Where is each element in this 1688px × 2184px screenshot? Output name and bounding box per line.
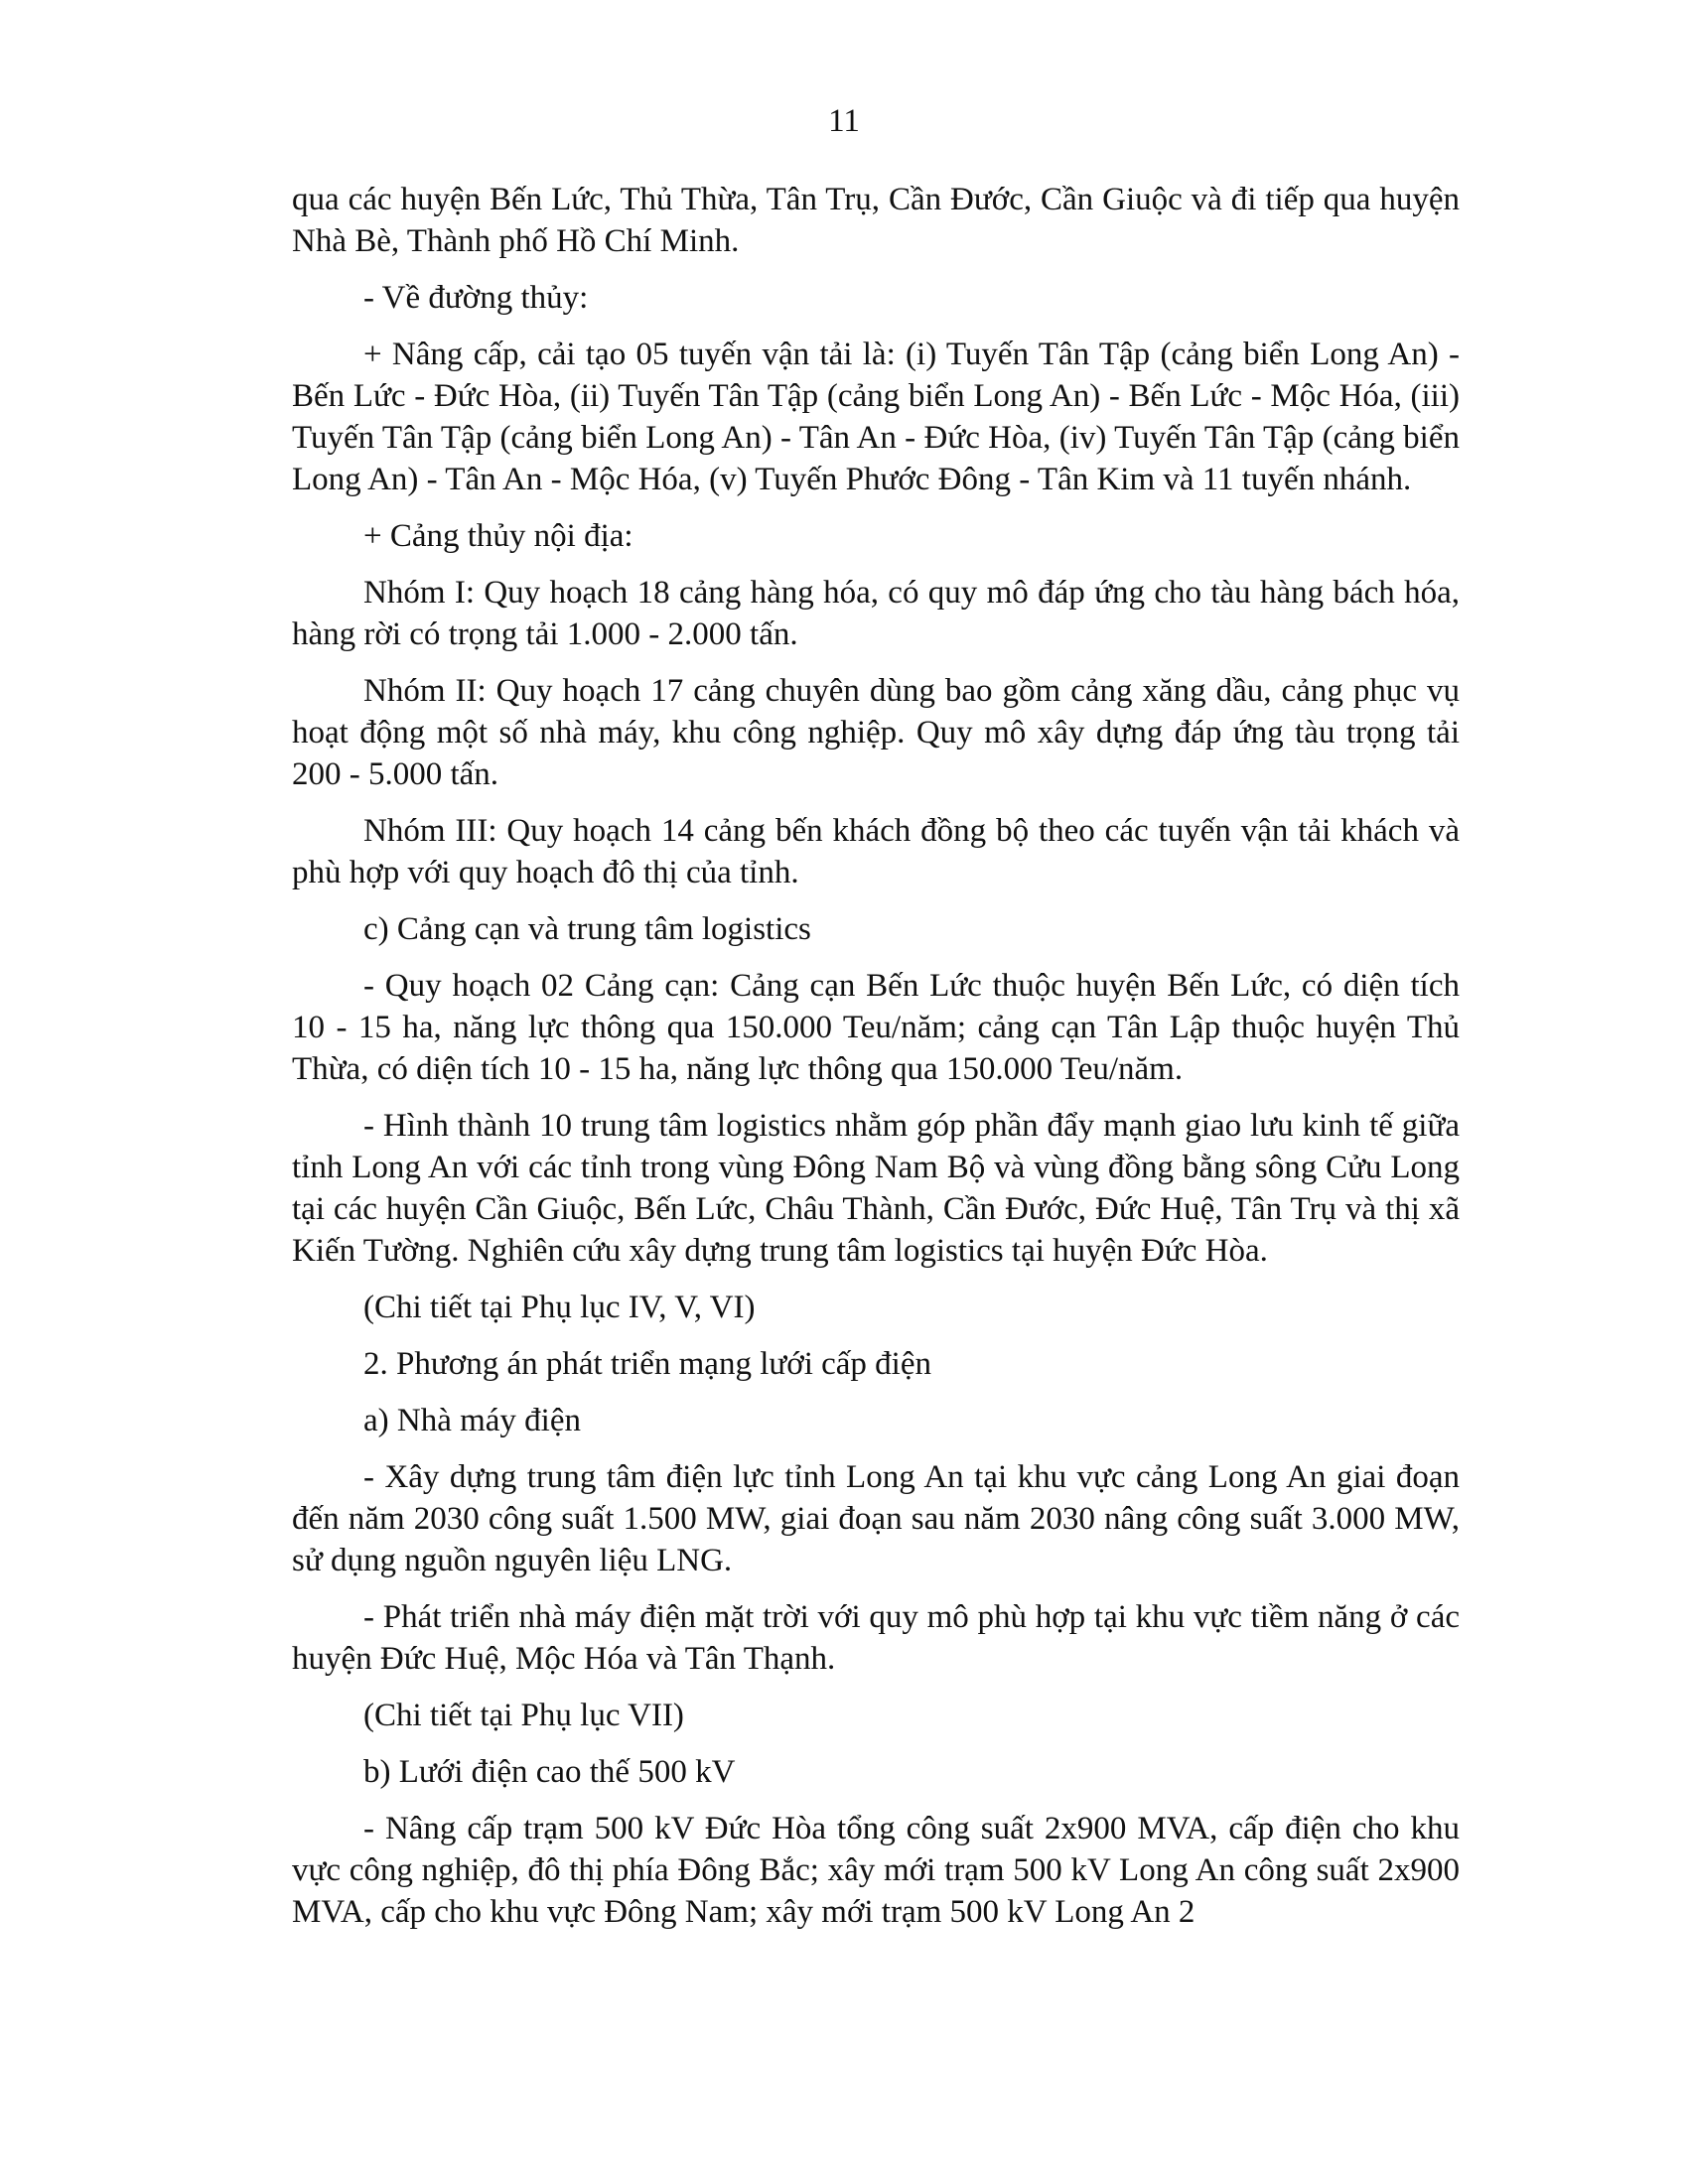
paragraph-group-2: Nhóm II: Quy hoạch 17 cảng chuyên dùng bao gồm cảng xăng dầu, cảng phục vụ hoạt động một số nhà máy, khu công nghiệp. Quy mô xây dựng đáp ứng tàu trọng tải 200 - 5.000 tấn. [292, 673, 1460, 792]
paragraph-group-1: Nhóm I: Quy hoạch 18 cảng hàng hóa, có quy mô đáp ứng cho tàu hàng bách hóa, hàng rời có trọng tải 1.000 - 2.000 tấn. [292, 575, 1460, 652]
document-body [292, 179, 1460, 1948]
page-number: 11 [828, 103, 860, 139]
section-heading-power-plants: a) Nhà máy điện [363, 1403, 581, 1438]
section-heading-power-grid: 2. Phương án phát triển mạng lưới cấp điện [363, 1346, 931, 1382]
paragraph-power-center: - Xây dựng trung tâm điện lực tỉnh Long An tại khu vực cảng Long An giai đoạn đến năm 2030 công suất 1.500 MW, giai đoạn sau năm 2030 nâng công suất 3.000 MW, sử dụng nguồn nguyên liệu LNG. [292, 1459, 1460, 1578]
paragraph-logistics-centers: - Hình thành 10 trung tâm logistics nhằm góp phần đẩy mạnh giao lưu kinh tế giữa tỉnh Long An với các tỉnh trong vùng Đông Nam Bộ và vùng đồng bằng sông Cửu Long tại các huyện Cần Giuộc, Bến Lức, Châu Thành, Cần Đước, Đức Huệ, Tân Trụ và thị xã Kiến Tường. Nghiên cứu xây dựng trung tâm logistics tại huyện Đức Hòa. [292, 1108, 1460, 1269]
paragraph-dry-ports: - Quy hoạch 02 Cảng cạn: Cảng cạn Bến Lức thuộc huyện Bến Lức, có diện tích 10 - 15 ha, năng lực thông qua 150.000 Teu/năm; cảng cạn Tân Lập thuộc huyện Thủ Thừa, có diện tích 10 - 15 ha, năng lực thông qua 150.000 Teu/năm. [292, 968, 1460, 1087]
section-heading-500kv-grid: b) Lưới điện cao thế 500 kV [363, 1754, 736, 1790]
paragraph-solar-plants: - Phát triển nhà máy điện mặt trời với quy mô phù hợp tại khu vực tiềm năng ở các huyện Đức Huệ, Mộc Hóa và Tân Thạnh. [292, 1599, 1460, 1677]
paragraph-waterway-heading: - Về đường thủy: [363, 280, 589, 316]
appendix-reference: (Chi tiết tại Phụ lục VII) [363, 1698, 684, 1733]
paragraph-500kv-substations: - Nâng cấp trạm 500 kV Đức Hòa tổng công suất 2x900 MVA, cấp điện cho khu vực công nghiệp, đô thị phía Đông Bắc; xây mới trạm 500 kV Long An công suất 2x900 MVA, cấp cho khu vực Đông Nam; xây mới trạm 500 kV Long An 2 [292, 1811, 1460, 1930]
paragraph-inland-ports-heading: + Cảng thủy nội địa: [363, 518, 633, 554]
paragraph-group-3: Nhóm III: Quy hoạch 14 cảng bến khách đồng bộ theo các tuyến vận tải khách và phù hợp với quy hoạch đô thị của tỉnh. [292, 813, 1460, 890]
paragraph-continuation: qua các huyện Bến Lức, Thủ Thừa, Tân Trụ, Cần Đước, Cần Giuộc và đi tiếp qua huyện Nhà Bè, Thành phố Hồ Chí Minh. [292, 182, 1460, 259]
paragraph-waterway-routes: + Nâng cấp, cải tạo 05 tuyến vận tải là: (i) Tuyến Tân Tập (cảng biển Long An) - Bến Lức - Đức Hòa, (ii) Tuyến Tân Tập (cảng biển Long An) - Bến Lức - Mộc Hóa, (iii) Tuyến Tân Tập (cảng biển Long An) - Tân An - Đức Hòa, (iv) Tuyến Tân Tập (cảng biển Long An) - Tân An - Mộc Hóa, (v) Tuyến Phước Đông - Tân Kim và 11 tuyến nhánh. [292, 337, 1460, 497]
section-heading-dry-ports: c) Cảng cạn và trung tâm logistics [363, 911, 811, 947]
appendix-reference: (Chi tiết tại Phụ lục IV, V, VI) [363, 1290, 756, 1325]
